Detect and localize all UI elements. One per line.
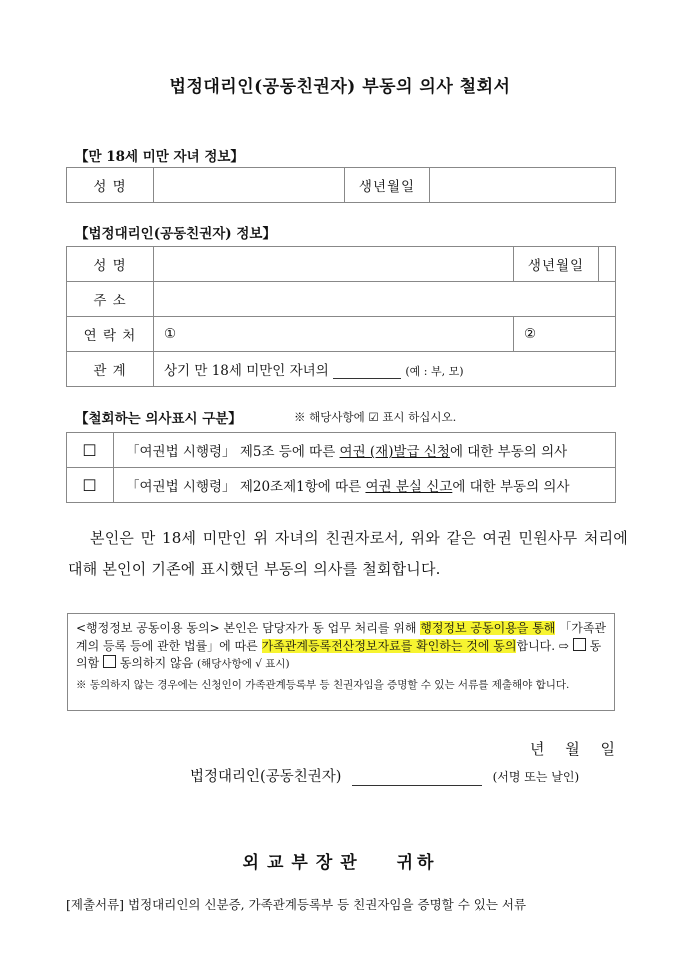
agree-checkbox[interactable] — [573, 638, 586, 651]
guardian-relation-field[interactable] — [154, 352, 616, 387]
guardian-contact-2-field[interactable]: ② — [514, 317, 616, 352]
document-title: 법정대리인(공동친권자) 부동의 의사 철회서 — [169, 77, 511, 97]
signature-blank[interactable] — [352, 771, 482, 786]
consent-lead: <행정정보 공동이용 동의> 본인은 담당자가 동 업무 처리를 위해 — [76, 621, 421, 635]
disagree-checkbox[interactable] — [103, 655, 116, 668]
guardian-name-field[interactable] — [154, 247, 514, 282]
statement-paragraph: 본인은 만 18세 미만인 위 자녀의 친권자로서, 위와 같은 여권 민원사무 처리에 대해 본인이 기존에 표시했던 부동의 의사를 철회합니다. — [68, 529, 628, 578]
relation-blank[interactable] — [333, 364, 401, 379]
option-text: 에 대한 부동의 의사 — [449, 444, 568, 460]
passport-loss-checkbox[interactable]: ☐ — [67, 468, 114, 503]
consent-box — [67, 613, 615, 711]
guardian-info-heading: 【법정대리인(공동친권자) 정보】 — [75, 226, 276, 242]
guardian-birth-label: 생년월일 — [514, 247, 599, 282]
guardian-address-field[interactable] — [154, 282, 616, 317]
consent-highlight: 가족관계등록전산정보자료를 확인하는 것에 동의 — [261, 638, 517, 653]
withdraw-heading: 【철회하는 의사표시 구분】 — [75, 411, 242, 427]
agree-label: 동의함 — [76, 638, 602, 670]
passport-loss-option — [114, 468, 616, 503]
addressee-suffix: 귀하 — [396, 853, 438, 873]
option-text: 「여권법 시행령」 제5조 등에 따른 — [126, 444, 340, 460]
guardian-birth-field[interactable] — [599, 247, 616, 282]
consent-text: 「가족관계의 등록 등에 관한 법률」에 따른 — [76, 621, 606, 653]
minor-info-table — [66, 167, 616, 203]
guardian-info-table — [66, 246, 616, 387]
minor-birth-field[interactable] — [430, 168, 616, 203]
required-documents: [제출서류] 법정대리인의 신분증, 가족관계등록부 등 친권자임을 증명할 수 있는 서류 — [66, 897, 527, 912]
guardian-name-label: 성 명 — [67, 247, 154, 282]
checked-box-icon: ☑ — [368, 410, 379, 424]
consent-highlight: 행정정보 공동이용을 통해 — [420, 621, 556, 635]
minor-info-heading: 【만 18세 미만 자녀 정보】 — [75, 149, 244, 165]
option-text: 에 대한 부동의 의사 — [452, 479, 570, 495]
passport-issue-checkbox[interactable]: ☐ — [67, 433, 114, 468]
consent-hint: (해당사항에 √ 표시) — [197, 658, 290, 670]
option-text: 「여권법 시행령」 제20조제1항에 따른 — [126, 479, 366, 495]
minor-birth-label: 생년월일 — [345, 168, 430, 203]
addressee-name: 외교부장관 — [242, 853, 365, 873]
option-underlined-text: 여권 분실 신고 — [365, 479, 453, 495]
guardian-address-label: 주 소 — [67, 282, 154, 317]
signature-line — [190, 765, 579, 786]
date-line[interactable]: 년 월 일 — [529, 740, 616, 758]
addressee — [0, 848, 680, 873]
withdraw-note-suffix: 표시 하십시오. — [382, 410, 457, 424]
relation-hint: (예 : 부, 모) — [405, 365, 464, 378]
disagree-label: 동의하지 않음 — [119, 656, 194, 670]
consent-footnote: ※ 동의하지 않는 경우에는 신청인이 가족관계등록부 등 친권자임을 증명할 수 있는 서류를 제출해야 합니다. — [76, 678, 570, 691]
withdraw-note — [294, 409, 456, 425]
signer-label: 법정대리인(공동친권자) — [190, 769, 342, 785]
relation-prefix: 상기 만 18세 미만인 자녀의 — [164, 363, 329, 379]
guardian-relation-label: 관 계 — [67, 352, 154, 387]
option-underlined-text: 여권 (재)발급 신청 — [339, 444, 450, 460]
consent-text: 합니다. ⇨ — [516, 638, 573, 653]
minor-name-label: 성 명 — [67, 168, 154, 203]
guardian-contact-1-field[interactable]: ① — [154, 317, 514, 352]
withdraw-table — [66, 432, 616, 503]
passport-issue-option — [114, 433, 616, 468]
minor-name-field[interactable] — [154, 168, 345, 203]
sign-hint: (서명 또는 날인) — [492, 770, 580, 784]
guardian-contact-label: 연 락 처 — [67, 317, 154, 352]
withdraw-note-prefix: ※ 해당사항에 — [294, 410, 365, 424]
